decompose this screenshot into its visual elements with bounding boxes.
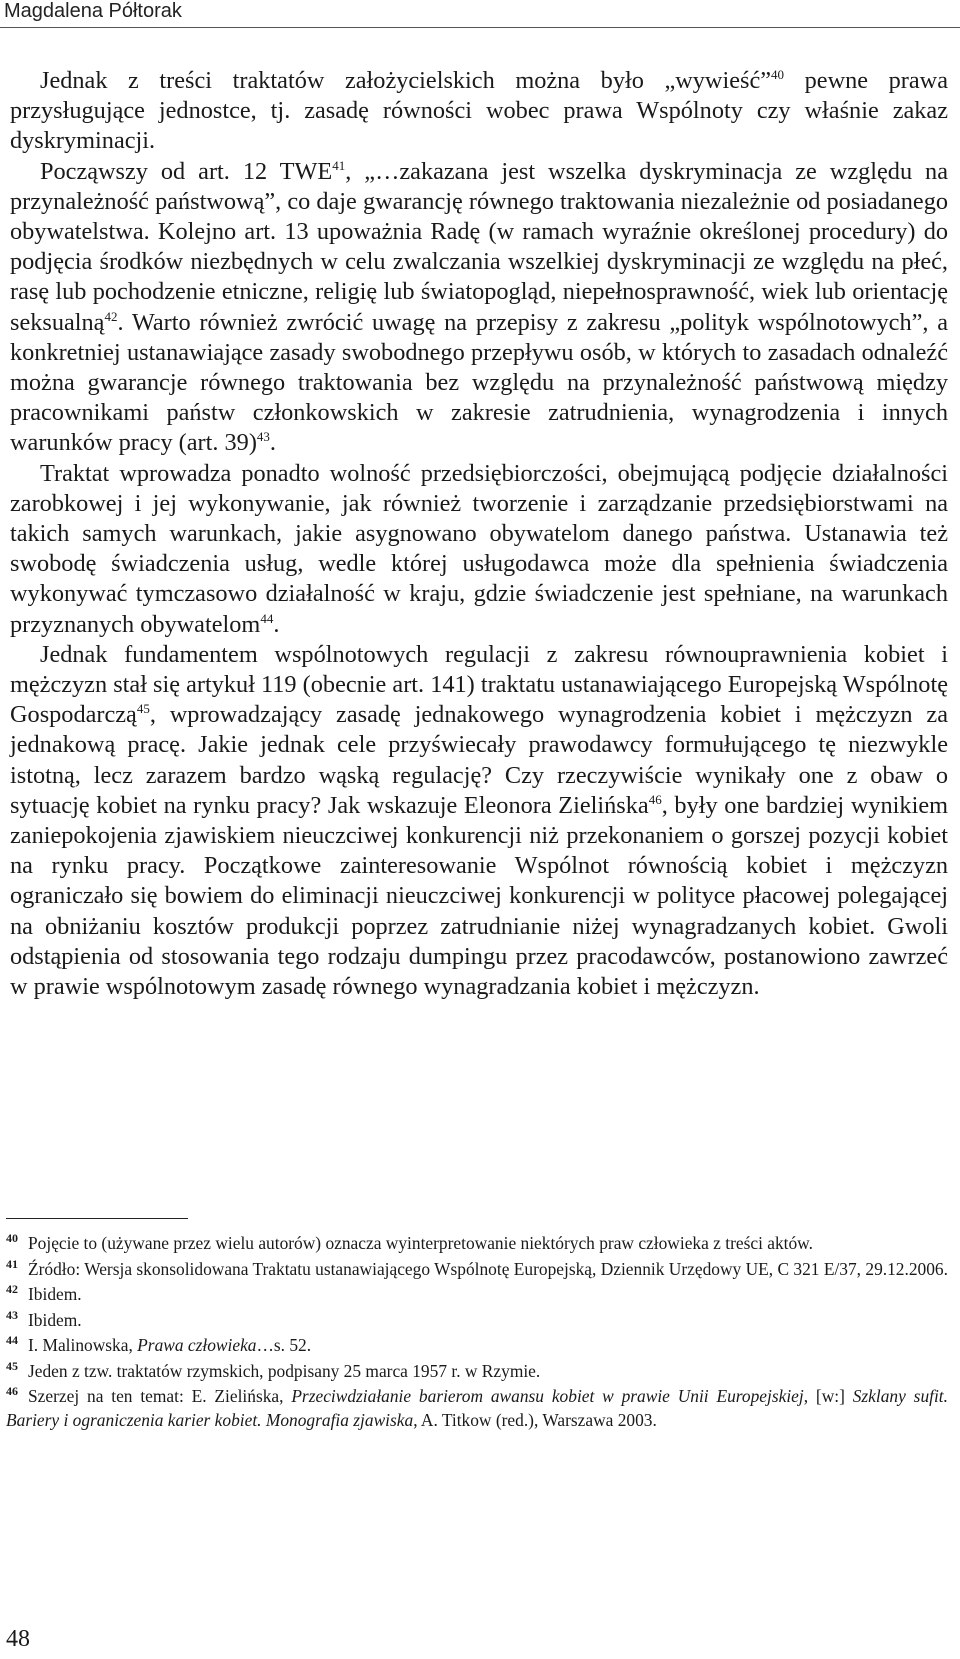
text-run: Począwszy od art. 12 TWE xyxy=(40,157,333,185)
footnote-number: 41 xyxy=(6,1256,18,1271)
italic-title: Prawa człowieka xyxy=(137,1335,257,1355)
footnote-item xyxy=(6,1258,948,1282)
italic-title: Szklany sufit. Bariery i ograniczenia karier kobiet. Monografia zjawiska xyxy=(6,1386,948,1430)
footnote-ref: 46 xyxy=(648,791,662,807)
text-run: Jednak z treści traktatów założycielskich można było „wywieść” xyxy=(40,67,772,94)
footnote-number: 44 xyxy=(6,1333,18,1348)
header-divider xyxy=(0,27,960,28)
footnote-number: 45 xyxy=(6,1358,18,1373)
text-run: Źródło: Wersja skonsolidowana Traktatu ustanawiającego Wspólnotę Europejską, Dziennik Urzędowy UE, C 321 E/37, 29.12.2006. xyxy=(28,1258,948,1279)
text-run: I. Malinowska, xyxy=(28,1335,138,1355)
main-text xyxy=(10,66,948,1002)
running-head-author: Magdalena Półtorak xyxy=(4,0,182,22)
footnote-item xyxy=(6,1309,948,1333)
footnote-ref: 44 xyxy=(260,610,274,626)
footnote-ref: 40 xyxy=(771,66,785,82)
footnote-number: 40 xyxy=(6,1231,18,1246)
text-run: Jeden z tzw. traktatów rzymskich, podpisany 25 marca 1957 r. w Rzymie. xyxy=(28,1360,541,1381)
text-run: . Warto również zwrócić uwagę na przepisy z zakresu „polityk wspólnotowych”, a konkretniej ustanawiające zasady swobodnego przepływu osób, w których to zasadach odnaleźć można gwarancje równego traktowania bez względu na przynależność państwową między pracownikami państw członkowskich w zakresie zatrudnienia, wynagrodzenia i innych warunków pracy (art. 39) xyxy=(10,308,948,457)
body-paragraph xyxy=(10,66,948,157)
text-run: pewne prawa przysługujące jednostce, tj. zasadę równości wobec prawa Wspólnoty czy właśnie zakaz dyskryminacji. xyxy=(10,67,948,155)
text-run: . xyxy=(273,610,280,638)
text-run: Szerzej na ten temat: E. Zielińska, xyxy=(28,1386,292,1406)
footnote-number: 46 xyxy=(6,1384,18,1399)
text-run: , były one bardziej wynikiem zaniepokojenia zjawiskiem nieuczciwej konkurencji niż przekonaniem o gorszej pozycji kobiet na rynku pracy. Początkowe zainteresowanie Wspólnot równością kobiet i mężczyzn ograniczało się bowiem do eliminacji nieuczciwej konkurencji w polityce płacowej polegającej na obniżaniu kosztów produkcji poprzez zatrudnianie niżej wynagradzanych kobiet. Gwoli odstąpienia od stosowania tego rodzaju dumpingu przez pracodawców, postanowiono zawrzeć w prawie wspólnotowym zasadę równego wynagradzania kobiet i mężczyzn. xyxy=(10,791,948,1001)
footnote-number: 43 xyxy=(6,1307,18,1322)
page-number: 48 xyxy=(6,1626,30,1652)
footnote-item xyxy=(6,1283,948,1307)
text-run: , „…zakazana jest wszelka dyskryminacja ze względu na przynależność państwową”, co daje gwarancję równego traktowania niezależnie od posiadanego obywatelstwa. Kolejno art. 13 upoważnia Radę (w ramach wyraźnie określonej procedury) do podjęcia środków niezbędnych w celu zwalczania wszelkiej dyskryminacji ze względu na płeć, rasę lub pochodzenie etniczne, religię lub światopogląd, niepełnosprawność, wiek lub orientację seksualną xyxy=(10,157,948,336)
text-run: Jednak fundamentem wspólnotowych regulacji z zakresu równouprawnienia kobiet i mężczyzn stał się artykuł 119 (obecnie art. 141) traktatu ustanawiającego Europejską Wspólnotę Gospodarczą xyxy=(10,640,948,729)
text-run: Traktat wprowadza ponadto wolność przedsiębiorczości, obejmującą podjęcie działalności zarobkowej i jej wykonywanie, jak również tworzenie i zarządzanie przedsiębiorstwami na takich samych warunkach, jakie asygnowano obywatelom danego państwa. Ustanawia też swobodę świadczenia usług, wedle której usługodawca może dla spełnienia świadczenia wykonywać tymczasowo działalność w kraju, gdzie świadczenie jest spełniane, na warunkach przyznanych obywatelom xyxy=(10,459,948,638)
text-run: Pojęcie to (używane przez wielu autorów) oznacza wyinterpretowanie niektórych praw człowieka z treści aktów. xyxy=(28,1233,813,1253)
text-run: , A. Titkow (red.), Warszawa 2003. xyxy=(413,1409,657,1430)
text-run: , [w:] xyxy=(803,1386,853,1406)
text-run: Ibidem. xyxy=(28,1284,82,1304)
footnote-item xyxy=(6,1334,948,1358)
body-paragraph xyxy=(10,459,948,640)
text-run: Ibidem. xyxy=(28,1309,82,1330)
footnote-ref: 41 xyxy=(332,157,346,173)
footnote-item xyxy=(6,1232,948,1256)
footnote-ref: 45 xyxy=(136,701,150,717)
body-paragraph xyxy=(10,640,948,1002)
footnote-divider xyxy=(6,1218,188,1219)
footnotes xyxy=(6,1232,948,1434)
footnote-ref: 42 xyxy=(104,308,118,324)
footnote-item xyxy=(6,1360,948,1384)
text-run: . xyxy=(269,429,276,457)
footnote-number: 42 xyxy=(6,1282,18,1297)
italic-title: Przeciwdziałanie barierom awansu kobiet w prawie Unii Europejskiej xyxy=(291,1386,804,1406)
text-run: …s. 52. xyxy=(256,1335,312,1355)
footnote-ref: 43 xyxy=(256,429,270,445)
footnote-item xyxy=(6,1385,948,1432)
text-run: , wprowadzający zasadę jednakowego wynagrodzenia kobiet i mężczyzn za jednakową pracę. Jakie jednak cele przyświecały prawodawcy formułującego tę niezwykle istotną, lecz zarazem bardzo wąską regulację? Czy rzeczywiście wynikały one z obaw o sytuację kobiet na rynku pracy? Jak wskazuje Eleonora Zielińska xyxy=(10,701,948,819)
body-paragraph xyxy=(10,157,948,459)
